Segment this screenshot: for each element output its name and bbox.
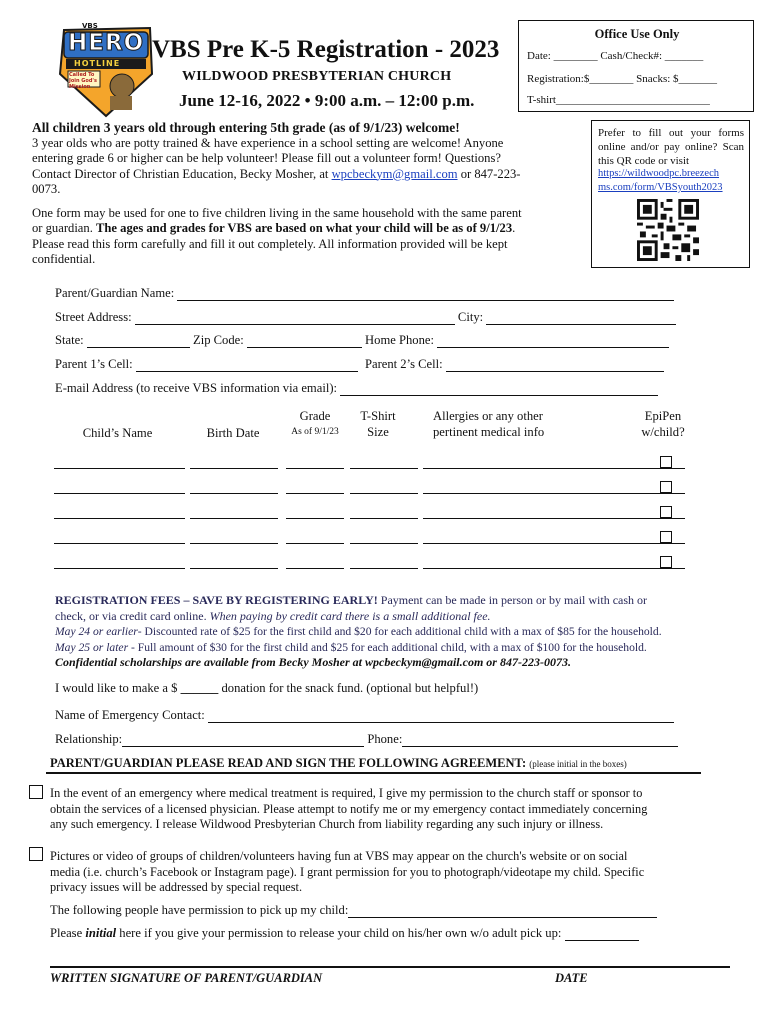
- fees-scholarship: Confidential scholarships are available from Becky Mosher at wpcbeckym@gmail.com or 847-223-0073.: [55, 655, 571, 669]
- city-input[interactable]: [486, 312, 676, 325]
- photo-initial-box[interactable]: [29, 847, 43, 861]
- email-label: E-mail Address (to receive VBS information via email):: [55, 381, 338, 395]
- allergies-input[interactable]: [423, 543, 685, 544]
- street-label: Street Address:: [55, 310, 132, 324]
- office-date-row: Date: ________ Cash/Check#: _______: [527, 50, 704, 62]
- office-title: Office Use Only: [594, 27, 680, 41]
- fees-block: [55, 593, 755, 671]
- page-title: VBS Pre K-5 Registration - 2023: [152, 36, 500, 63]
- info-line-2c: .: [512, 221, 516, 235]
- birth-date-input[interactable]: [190, 568, 278, 569]
- qr-code-icon[interactable]: [637, 199, 699, 261]
- parent-name-label: Parent/Guardian Name:: [55, 286, 175, 300]
- emergency-name-label: Name of Emergency Contact:: [55, 708, 205, 722]
- state-field[interactable]: [55, 333, 669, 348]
- child-name-input[interactable]: [54, 543, 185, 544]
- qr-link-line-2[interactable]: ms.com/form/VBSyouth2023: [598, 182, 723, 193]
- tshirt-size-input[interactable]: [350, 518, 418, 519]
- fees-late-text: - Full amount of $30 for the first child and $25 for each additional child, with a max of $100 for the household.: [128, 640, 647, 654]
- church-name: WILDWOOD PRESBYTERIAN CHURCH: [182, 69, 452, 84]
- agreement-divider: [46, 772, 701, 774]
- col-tshirt-label: T-Shirt: [360, 409, 396, 423]
- col-epipen: [630, 408, 696, 440]
- parent2-cell-input[interactable]: [446, 359, 664, 372]
- info-line-2a: or guardian.: [32, 221, 96, 235]
- zip-label: Zip Code:: [193, 333, 244, 347]
- grade-input[interactable]: [286, 518, 344, 519]
- email-input[interactable]: [340, 383, 658, 396]
- pickup-field[interactable]: [50, 903, 657, 918]
- signature-line[interactable]: [50, 966, 730, 968]
- event-dates: June 12-16, 2022 • 9:00 a.m. – 12:00 p.m.: [179, 91, 475, 110]
- parent1-cell-input[interactable]: [136, 359, 358, 372]
- birth-date-input[interactable]: [190, 468, 278, 469]
- fees-line-1: [55, 593, 755, 609]
- street-field[interactable]: [55, 310, 676, 325]
- col-allergies-line-2: pertinent medical info: [433, 425, 545, 439]
- birth-date-input[interactable]: [190, 543, 278, 544]
- child-name-input[interactable]: [54, 468, 185, 469]
- grade-input[interactable]: [286, 568, 344, 569]
- birth-date-input[interactable]: [190, 493, 278, 494]
- allergies-input[interactable]: [423, 568, 685, 569]
- pickup-input[interactable]: [348, 905, 657, 918]
- parent2-cell-label: Parent 2’s Cell:: [364, 357, 443, 371]
- photo-line-2: media (i.e. church’s Facebook or Instagram page). I grant permission for you to photograph/videotape my child. Specific: [50, 864, 645, 879]
- info-line-4: confidential.: [32, 252, 96, 266]
- agreement-note: (please initial in the boxes): [529, 759, 627, 769]
- info-line-1: One form may be used for one to five children living in the same household with the same parent: [32, 205, 522, 220]
- intro-line-3: [32, 167, 587, 183]
- intro-block: [32, 120, 587, 268]
- qr-link-line-1[interactable]: https://wildwoodpc.breezech: [598, 168, 720, 179]
- birth-date-input[interactable]: [190, 518, 278, 519]
- office-registration-row: Registration:$________ Snacks: $_______: [527, 73, 718, 85]
- info-line-2: [32, 221, 587, 237]
- child-name-input[interactable]: [54, 568, 185, 569]
- agreement-heading: [50, 756, 627, 771]
- info-line-2-bold: The ages and grades for VBS are based on what your child will be as of 9/1/23: [96, 221, 513, 235]
- home-phone-input[interactable]: [437, 335, 669, 348]
- allergies-input[interactable]: [423, 518, 685, 519]
- fees-heading: REGISTRATION FEES – SAVE BY REGISTERING EARLY!: [55, 593, 378, 607]
- emergency-name-field[interactable]: [55, 708, 674, 723]
- email-field[interactable]: [55, 381, 658, 396]
- donation-before: I would like to make a $: [55, 681, 181, 695]
- parent1-cell-label: Parent 1’s Cell:: [55, 357, 133, 371]
- medical-initial-box[interactable]: [29, 785, 43, 799]
- fees-late-label: May 25 or later: [55, 640, 129, 654]
- office-tshirt-row: T-shirt____________________________: [527, 94, 710, 106]
- epipen-checkbox[interactable]: [660, 506, 672, 518]
- medical-line-3: any such emergency. I release Wildwood Presbyterian Church from liability regarding any such injury or illness.: [50, 817, 604, 831]
- street-input[interactable]: [135, 312, 455, 325]
- epipen-checkbox[interactable]: [660, 556, 672, 568]
- intro-line-1: 3 year olds who are potty trained & have experience in a school setting are welcome! Anyone: [32, 135, 504, 150]
- medical-line-1: In the event of an emergency where medical treatment is required, I give my permission to the church staff or sponsor to: [50, 786, 643, 800]
- col-grade-label: Grade: [299, 409, 331, 423]
- col-grade: [283, 408, 347, 440]
- parent-name-input[interactable]: [177, 288, 674, 301]
- logo-badge: VBS: [82, 22, 98, 30]
- intro-line-2: entering grade 6 or higher can be help volunteer! Please fill out a volunteer form! Questions?: [32, 151, 501, 165]
- intro-line-4: 0073.: [32, 182, 61, 196]
- tshirt-size-input[interactable]: [350, 568, 418, 569]
- info-line-3: Please read this form carefully and fill it out completely. All information provided will be kept: [32, 236, 508, 251]
- home-phone-label: Home Phone:: [365, 333, 434, 347]
- pickup-label: The following people have permission to pick up my child:: [50, 903, 349, 917]
- fees-card-note: When paying by credit card there is a small additional fee.: [209, 608, 491, 623]
- date-label: DATE: [555, 971, 588, 985]
- donation-line[interactable]: [55, 681, 478, 696]
- tshirt-size-input[interactable]: [350, 493, 418, 494]
- col-epipen-line-2: w/child?: [641, 425, 685, 439]
- release-c: here if you give your permission to release your child on his/her own w/o adult pick up:: [116, 926, 562, 940]
- logo-word: HERO: [68, 30, 145, 56]
- qr-box: [591, 120, 750, 268]
- agreement-title: PARENT/GUARDIAN PLEASE READ AND SIGN THE FOLLOWING AGREEMENT:: [50, 756, 527, 770]
- col-tshirt: [348, 408, 408, 440]
- fees-line-2a: check, or via credit card online.: [55, 608, 210, 623]
- city-label: City:: [457, 310, 484, 324]
- emergency-name-input[interactable]: [208, 710, 674, 723]
- col-tshirt-size: Size: [367, 425, 389, 439]
- fees-early-label: May 24 or earlier: [55, 625, 138, 638]
- fees-heading-rest: Payment can be made in person or by mail with cash or: [377, 593, 648, 607]
- emergency-phone-input[interactable]: [402, 734, 678, 747]
- epipen-checkbox[interactable]: [660, 456, 672, 468]
- col-child-name: Child’s Name: [82, 426, 153, 440]
- col-allergies-line-1: Allergies or any other: [433, 409, 543, 423]
- release-a: Please: [50, 926, 86, 940]
- release-initial-input[interactable]: [565, 928, 639, 941]
- tshirt-size-input[interactable]: [350, 468, 418, 469]
- state-label: State:: [55, 333, 84, 347]
- tshirt-size-input[interactable]: [350, 543, 418, 544]
- grade-input[interactable]: [286, 493, 344, 494]
- state-input[interactable]: [87, 335, 190, 348]
- epipen-checkbox[interactable]: [660, 481, 672, 493]
- fees-late: [55, 640, 755, 656]
- donation-after: donation for the snack fund. (optional but helpful!): [218, 681, 479, 695]
- intro-line-3-phone: or 847-223-: [457, 166, 521, 181]
- intro-headline: All children 3 years old through entering 5th grade (as of 9/1/23) welcome!: [32, 120, 460, 135]
- office-use-box: [518, 20, 754, 112]
- intro-line-3-text: Contact Director of Christian Education, Becky Mosher, at: [32, 166, 332, 181]
- relationship-field[interactable]: [55, 732, 678, 747]
- allergies-input[interactable]: [423, 493, 685, 494]
- col-birth-date: Birth Date: [206, 426, 260, 440]
- cell-field[interactable]: [55, 357, 664, 372]
- donation-amount-input[interactable]: ______: [180, 681, 219, 695]
- grade-input[interactable]: [286, 543, 344, 544]
- hero-hotline-logo: [52, 18, 156, 118]
- epipen-checkbox[interactable]: [660, 531, 672, 543]
- release-field[interactable]: [50, 926, 639, 941]
- col-allergies: [428, 408, 568, 440]
- medical-agreement: [50, 786, 647, 833]
- child-name-input[interactable]: [54, 493, 185, 494]
- photo-line-3: privacy issues will be addressed by special request.: [50, 880, 303, 894]
- photo-line-1: Pictures or video of groups of children/volunteers having fun at VBS may appear on the church's website or on social: [50, 849, 628, 863]
- parent-name-field[interactable]: [55, 286, 674, 301]
- zip-input[interactable]: [247, 335, 362, 348]
- fees-early: [55, 624, 755, 640]
- release-initial-word: initial: [85, 926, 117, 940]
- col-grade-note: As of 9/1/23: [291, 427, 339, 437]
- fees-early-text: - Discounted rate of $25 for the first child and $20 for each additional child with a max of $85 for the household.: [137, 625, 662, 638]
- contact-email-link[interactable]: wpcbeckym@gmail.com: [331, 166, 458, 181]
- grade-input[interactable]: [286, 468, 344, 469]
- col-epipen-line-1: EpiPen: [644, 409, 682, 423]
- photo-agreement: [50, 849, 644, 896]
- relationship-input[interactable]: [122, 734, 364, 747]
- emergency-phone-label: Phone:: [367, 732, 403, 746]
- allergies-input[interactable]: [423, 468, 685, 469]
- qr-text: Prefer to fill out your forms online and/or pay online? Scan this QR code or visit: [598, 127, 744, 167]
- logo-sub: HOTLINE: [74, 59, 121, 68]
- child-name-input[interactable]: [54, 518, 185, 519]
- relationship-label: Relationship:: [55, 732, 123, 746]
- signature-label: WRITTEN SIGNATURE OF PARENT/GUARDIAN: [50, 971, 323, 985]
- logo-tagline: Called To Join God's Mission: [69, 72, 97, 90]
- fees-line-2: [55, 609, 755, 625]
- medical-line-2: obtain the services of a licensed physician. Please attempt to notify me or my emergency contact immediately concerning: [50, 801, 648, 816]
